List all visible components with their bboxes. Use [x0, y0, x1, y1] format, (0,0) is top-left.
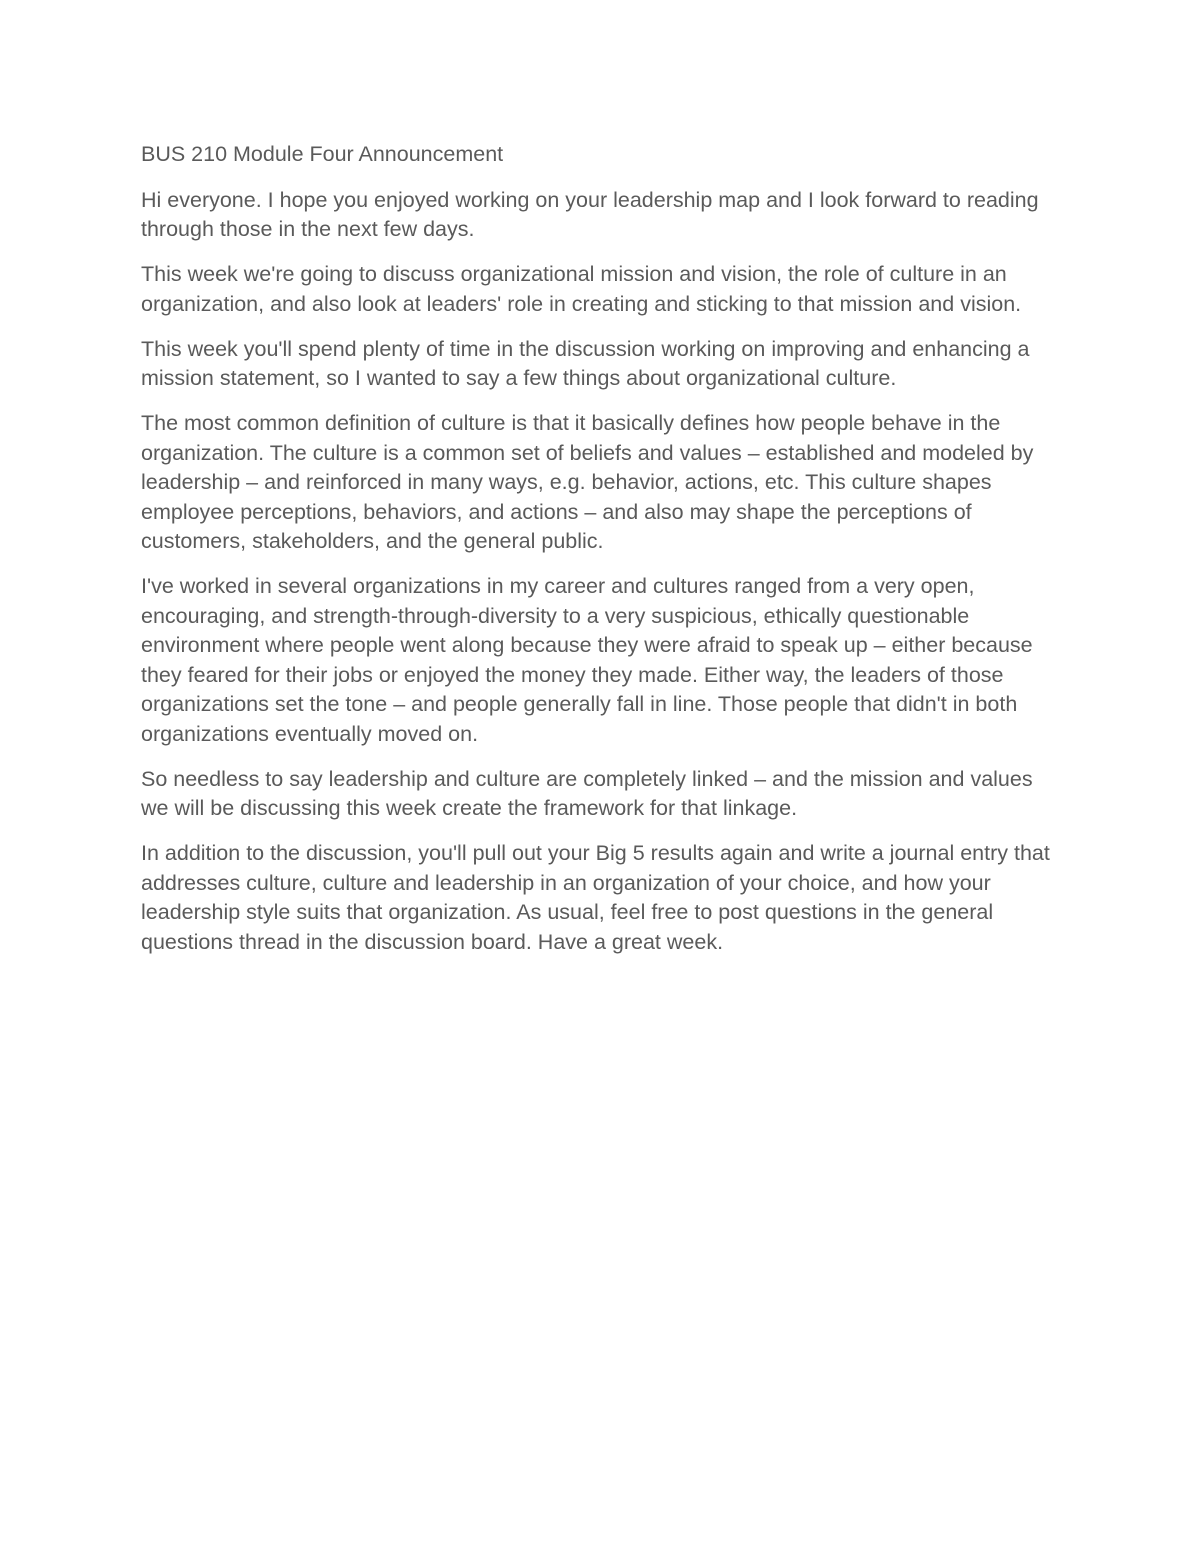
- document-page: [141, 140, 1061, 973]
- paragraph-greeting: Hi everyone. I hope you enjoyed working on your leadership map and I look forward to reading through those in the next few days.: [141, 187, 1039, 241]
- paragraph-mission-vision: This week we're going to discuss organizational mission and vision, the role of culture in an organization, and also look at leaders' role in creating and sticking to that mission and vision.: [141, 262, 1022, 316]
- document-title: BUS 210 Module Four Announcement: [141, 142, 504, 166]
- paragraph-discussion: This week you'll spend plenty of time in the discussion working on improving and enhancing a mission statement, so I wanted to say a few things about organizational culture.: [141, 336, 1030, 390]
- paragraph-assignment: In addition to the discussion, you'll pull out your Big 5 results again and write a journal entry that addresses culture, culture and leadership in an organization of your choice, and how your leadership style suits that organization. As usual, feel free to post questions in the general questions thread in the discussion board. Have a great week.: [141, 841, 1050, 954]
- paragraph-experience: I've worked in several organizations in my career and cultures ranged from a very open, encouraging, and strength-through-diversity to a very suspicious, ethically questionable environment where people went along because they were afraid to speak up – either because they feared for their jobs or enjoyed the money they made. Either way, the leaders of those organizations set the tone – and people generally fall in line. Those people that didn't in both organizations eventually moved on.: [141, 574, 1033, 746]
- paragraph-linkage: So needless to say leadership and culture are completely linked – and the mission and values we will be discussing this week create the framework for that linkage.: [141, 766, 1033, 820]
- paragraph-culture-definition: The most common definition of culture is that it basically defines how people behave in the organization. The culture is a common set of beliefs and values – established and modeled by leadership – and reinforced in many ways, e.g. behavior, actions, etc. This culture shapes employee perceptions, behaviors, and actions – and also may shape the perceptions of customers, stakeholders, and the general public.: [141, 411, 1034, 553]
